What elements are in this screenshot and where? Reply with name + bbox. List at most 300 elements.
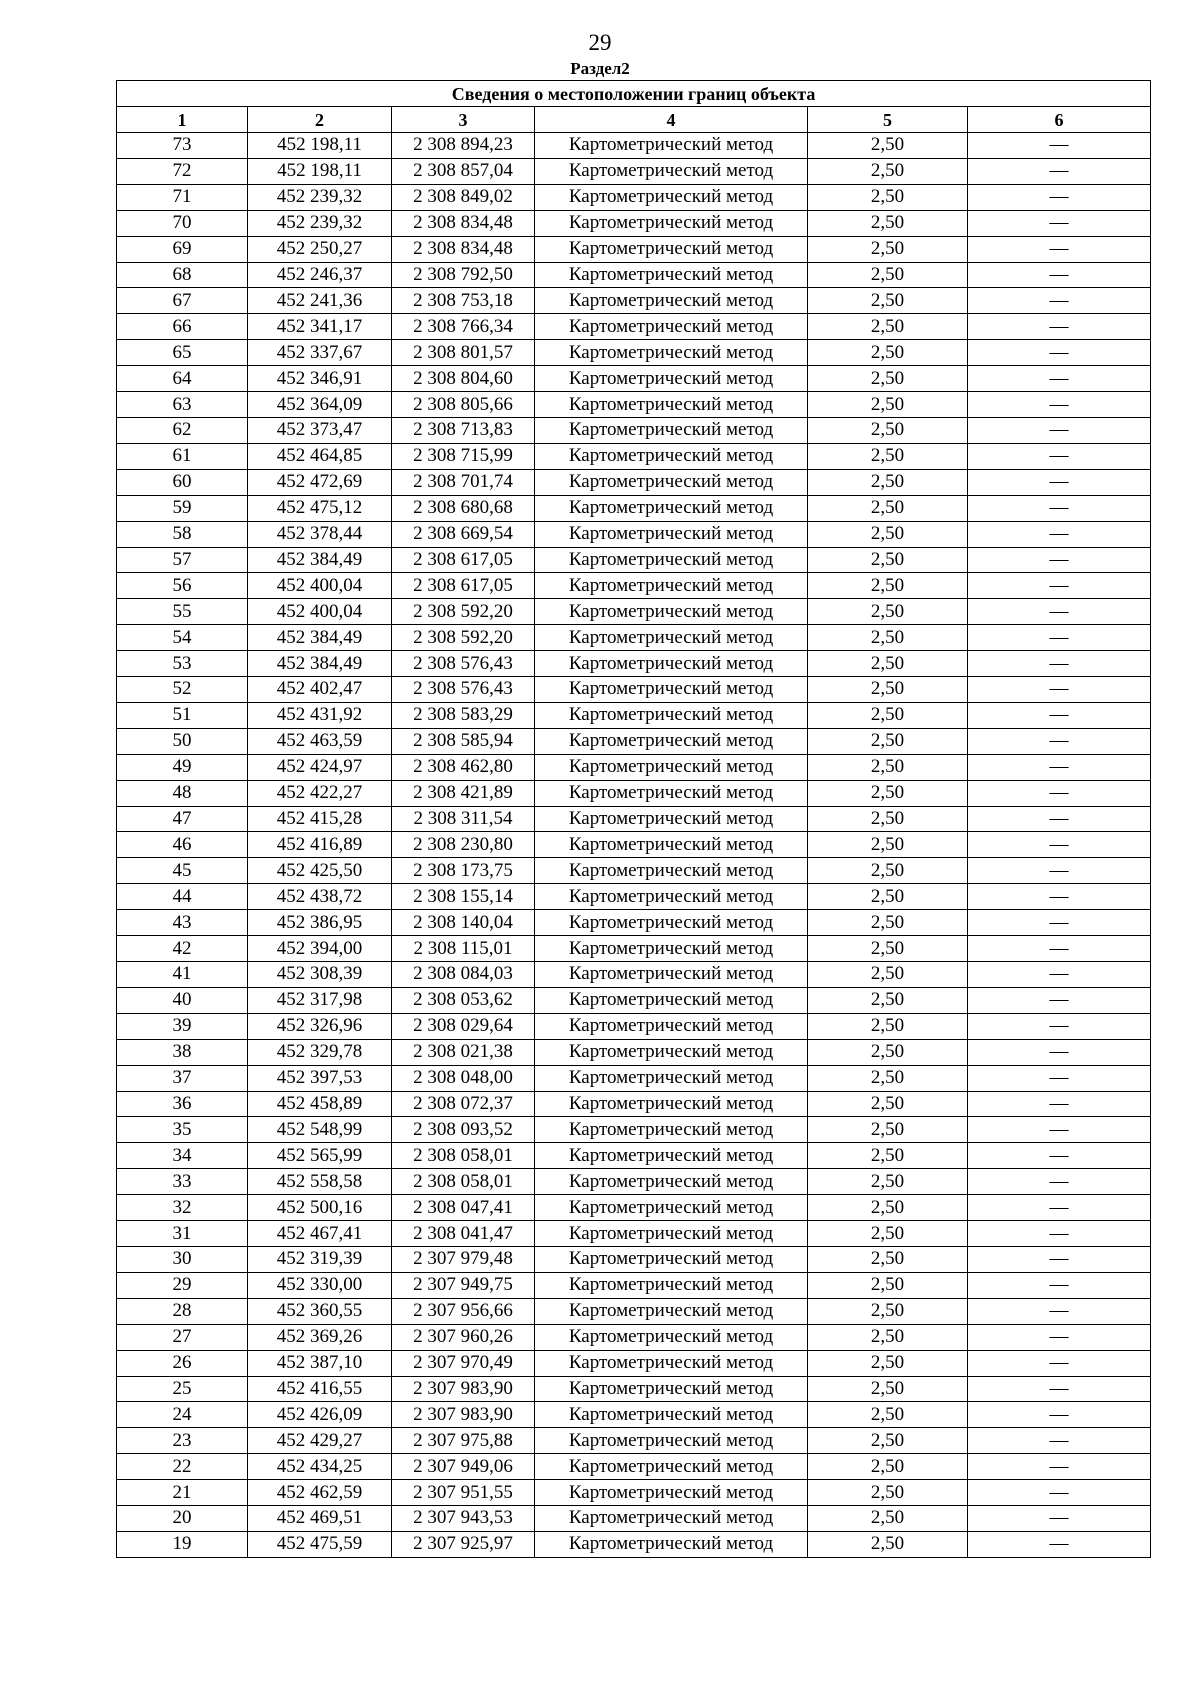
- point-number-cell: 19: [117, 1531, 248, 1557]
- accuracy-cell: 2,50: [808, 910, 968, 936]
- method-cell: Картометрический метод: [535, 962, 808, 988]
- y-coordinate-cell: 2 307 956,66: [392, 1298, 535, 1324]
- method-cell: Картометрический метод: [535, 1117, 808, 1143]
- table-row: [117, 417, 1151, 443]
- note-cell: —: [968, 547, 1151, 573]
- note-cell: —: [968, 728, 1151, 754]
- y-coordinate-cell: 2 308 617,05: [392, 573, 535, 599]
- point-number-cell: 20: [117, 1506, 248, 1532]
- x-coordinate-cell: 452 425,50: [248, 858, 392, 884]
- point-number-cell: 58: [117, 521, 248, 547]
- y-coordinate-cell: 2 307 983,90: [392, 1402, 535, 1428]
- note-cell: —: [968, 599, 1151, 625]
- method-cell: Картометрический метод: [535, 987, 808, 1013]
- method-cell: Картометрический метод: [535, 1350, 808, 1376]
- table-row: [117, 1402, 1151, 1428]
- note-cell: —: [968, 392, 1151, 418]
- point-number-cell: 40: [117, 987, 248, 1013]
- point-number-cell: 39: [117, 1013, 248, 1039]
- table-row: [117, 884, 1151, 910]
- accuracy-cell: 2,50: [808, 392, 968, 418]
- accuracy-cell: 2,50: [808, 754, 968, 780]
- method-cell: Картометрический метод: [535, 340, 808, 366]
- method-cell: Картометрический метод: [535, 858, 808, 884]
- point-number-cell: 70: [117, 210, 248, 236]
- note-cell: —: [968, 677, 1151, 703]
- method-cell: Картометрический метод: [535, 288, 808, 314]
- x-coordinate-cell: 452 308,39: [248, 962, 392, 988]
- accuracy-cell: 2,50: [808, 158, 968, 184]
- x-coordinate-cell: 452 387,10: [248, 1350, 392, 1376]
- table-row: [117, 1221, 1151, 1247]
- table-row: [117, 1376, 1151, 1402]
- y-coordinate-cell: 2 308 834,48: [392, 236, 535, 262]
- accuracy-cell: 2,50: [808, 133, 968, 159]
- x-coordinate-cell: 452 548,99: [248, 1117, 392, 1143]
- accuracy-cell: 2,50: [808, 780, 968, 806]
- method-cell: Картометрический метод: [535, 1454, 808, 1480]
- accuracy-cell: 2,50: [808, 1091, 968, 1117]
- note-cell: —: [968, 1350, 1151, 1376]
- table-row: [117, 521, 1151, 547]
- point-number-cell: 72: [117, 158, 248, 184]
- accuracy-cell: 2,50: [808, 417, 968, 443]
- accuracy-cell: 2,50: [808, 262, 968, 288]
- note-cell: —: [968, 236, 1151, 262]
- method-cell: Картометрический метод: [535, 1065, 808, 1091]
- note-cell: —: [968, 262, 1151, 288]
- point-number-cell: 36: [117, 1091, 248, 1117]
- accuracy-cell: 2,50: [808, 651, 968, 677]
- y-coordinate-cell: 2 308 576,43: [392, 677, 535, 703]
- point-number-cell: 29: [117, 1272, 248, 1298]
- accuracy-cell: 2,50: [808, 1324, 968, 1350]
- y-coordinate-cell: 2 308 115,01: [392, 936, 535, 962]
- table-row: [117, 340, 1151, 366]
- table-row: [117, 651, 1151, 677]
- y-coordinate-cell: 2 307 983,90: [392, 1376, 535, 1402]
- method-cell: Картометрический метод: [535, 1531, 808, 1557]
- x-coordinate-cell: 452 467,41: [248, 1221, 392, 1247]
- method-cell: Картометрический метод: [535, 236, 808, 262]
- x-coordinate-cell: 452 198,11: [248, 133, 392, 159]
- method-cell: Картометрический метод: [535, 728, 808, 754]
- point-number-cell: 71: [117, 184, 248, 210]
- x-coordinate-cell: 452 458,89: [248, 1091, 392, 1117]
- x-coordinate-cell: 452 239,32: [248, 184, 392, 210]
- note-cell: —: [968, 1169, 1151, 1195]
- y-coordinate-cell: 2 308 583,29: [392, 702, 535, 728]
- x-coordinate-cell: 452 373,47: [248, 417, 392, 443]
- y-coordinate-cell: 2 308 311,54: [392, 806, 535, 832]
- table-row: [117, 1195, 1151, 1221]
- table-row: [117, 236, 1151, 262]
- method-cell: Картометрический метод: [535, 521, 808, 547]
- method-cell: Картометрический метод: [535, 1324, 808, 1350]
- table-row: [117, 573, 1151, 599]
- accuracy-cell: 2,50: [808, 1039, 968, 1065]
- method-cell: Картометрический метод: [535, 1246, 808, 1272]
- note-cell: —: [968, 1531, 1151, 1557]
- point-number-cell: 41: [117, 962, 248, 988]
- table-row: [117, 210, 1151, 236]
- y-coordinate-cell: 2 308 047,41: [392, 1195, 535, 1221]
- x-coordinate-cell: 452 337,67: [248, 340, 392, 366]
- note-cell: —: [968, 1376, 1151, 1402]
- method-cell: Картометрический метод: [535, 1143, 808, 1169]
- note-cell: —: [968, 910, 1151, 936]
- accuracy-cell: 2,50: [808, 1428, 968, 1454]
- y-coordinate-cell: 2 308 585,94: [392, 728, 535, 754]
- x-coordinate-cell: 452 384,49: [248, 547, 392, 573]
- note-cell: —: [968, 1039, 1151, 1065]
- x-coordinate-cell: 452 317,98: [248, 987, 392, 1013]
- note-cell: —: [968, 1195, 1151, 1221]
- table-row: [117, 1013, 1151, 1039]
- method-cell: Картометрический метод: [535, 1169, 808, 1195]
- point-number-cell: 69: [117, 236, 248, 262]
- note-cell: —: [968, 1454, 1151, 1480]
- table-row: [117, 1246, 1151, 1272]
- point-number-cell: 54: [117, 625, 248, 651]
- x-coordinate-cell: 452 239,32: [248, 210, 392, 236]
- table-row: [117, 443, 1151, 469]
- note-cell: —: [968, 366, 1151, 392]
- y-coordinate-cell: 2 308 849,02: [392, 184, 535, 210]
- y-coordinate-cell: 2 307 979,48: [392, 1246, 535, 1272]
- note-cell: —: [968, 184, 1151, 210]
- note-cell: —: [968, 495, 1151, 521]
- x-coordinate-cell: 452 434,25: [248, 1454, 392, 1480]
- note-cell: —: [968, 573, 1151, 599]
- accuracy-cell: 2,50: [808, 184, 968, 210]
- y-coordinate-cell: 2 308 072,37: [392, 1091, 535, 1117]
- point-number-cell: 51: [117, 702, 248, 728]
- table-row: [117, 262, 1151, 288]
- accuracy-cell: 2,50: [808, 728, 968, 754]
- y-coordinate-cell: 2 307 960,26: [392, 1324, 535, 1350]
- x-coordinate-cell: 452 464,85: [248, 443, 392, 469]
- x-coordinate-cell: 452 463,59: [248, 728, 392, 754]
- x-coordinate-cell: 452 250,27: [248, 236, 392, 262]
- accuracy-cell: 2,50: [808, 1013, 968, 1039]
- point-number-cell: 42: [117, 936, 248, 962]
- column-number: 5: [808, 107, 968, 133]
- accuracy-cell: 2,50: [808, 936, 968, 962]
- method-cell: Картометрический метод: [535, 469, 808, 495]
- x-coordinate-cell: 452 431,92: [248, 702, 392, 728]
- method-cell: Картометрический метод: [535, 158, 808, 184]
- note-cell: —: [968, 521, 1151, 547]
- x-coordinate-cell: 452 198,11: [248, 158, 392, 184]
- y-coordinate-cell: 2 308 753,18: [392, 288, 535, 314]
- y-coordinate-cell: 2 308 766,34: [392, 314, 535, 340]
- table-row: [117, 1324, 1151, 1350]
- point-number-cell: 28: [117, 1298, 248, 1324]
- page-number: 29: [588, 30, 612, 55]
- column-number: 1: [117, 107, 248, 133]
- method-cell: Картометрический метод: [535, 1506, 808, 1532]
- table-row: [117, 910, 1151, 936]
- table-row: [117, 858, 1151, 884]
- note-cell: —: [968, 754, 1151, 780]
- y-coordinate-cell: 2 308 805,66: [392, 392, 535, 418]
- point-number-cell: 21: [117, 1480, 248, 1506]
- point-number-cell: 48: [117, 780, 248, 806]
- method-cell: Картометрический метод: [535, 1039, 808, 1065]
- point-number-cell: 47: [117, 806, 248, 832]
- method-cell: Картометрический метод: [535, 1013, 808, 1039]
- y-coordinate-cell: 2 308 669,54: [392, 521, 535, 547]
- accuracy-cell: 2,50: [808, 236, 968, 262]
- point-number-cell: 53: [117, 651, 248, 677]
- table-row: [117, 547, 1151, 573]
- table-row: [117, 495, 1151, 521]
- x-coordinate-cell: 452 426,09: [248, 1402, 392, 1428]
- accuracy-cell: 2,50: [808, 1143, 968, 1169]
- y-coordinate-cell: 2 308 230,80: [392, 832, 535, 858]
- table-row: [117, 133, 1151, 159]
- point-number-cell: 61: [117, 443, 248, 469]
- table-row: [117, 1039, 1151, 1065]
- table-row: [117, 1169, 1151, 1195]
- note-cell: —: [968, 340, 1151, 366]
- accuracy-cell: 2,50: [808, 1350, 968, 1376]
- accuracy-cell: 2,50: [808, 314, 968, 340]
- accuracy-cell: 2,50: [808, 677, 968, 703]
- point-number-cell: 67: [117, 288, 248, 314]
- y-coordinate-cell: 2 307 951,55: [392, 1480, 535, 1506]
- method-cell: Картометрический метод: [535, 547, 808, 573]
- table-row: [117, 987, 1151, 1013]
- method-cell: Картометрический метод: [535, 495, 808, 521]
- y-coordinate-cell: 2 308 462,80: [392, 754, 535, 780]
- method-cell: Картометрический метод: [535, 1428, 808, 1454]
- point-number-cell: 31: [117, 1221, 248, 1247]
- method-cell: Картометрический метод: [535, 702, 808, 728]
- note-cell: —: [968, 832, 1151, 858]
- y-coordinate-cell: 2 307 943,53: [392, 1506, 535, 1532]
- method-cell: Картометрический метод: [535, 133, 808, 159]
- note-cell: —: [968, 1143, 1151, 1169]
- y-coordinate-cell: 2 308 857,04: [392, 158, 535, 184]
- point-number-cell: 65: [117, 340, 248, 366]
- boundary-coordinates-table: [116, 80, 1151, 1558]
- y-coordinate-cell: 2 308 834,48: [392, 210, 535, 236]
- note-cell: —: [968, 702, 1151, 728]
- x-coordinate-cell: 452 378,44: [248, 521, 392, 547]
- x-coordinate-cell: 452 330,00: [248, 1272, 392, 1298]
- method-cell: Картометрический метод: [535, 1221, 808, 1247]
- accuracy-cell: 2,50: [808, 288, 968, 314]
- point-number-cell: 37: [117, 1065, 248, 1091]
- y-coordinate-cell: 2 308 041,47: [392, 1221, 535, 1247]
- x-coordinate-cell: 452 364,09: [248, 392, 392, 418]
- x-coordinate-cell: 452 341,17: [248, 314, 392, 340]
- x-coordinate-cell: 452 384,49: [248, 625, 392, 651]
- y-coordinate-cell: 2 307 949,75: [392, 1272, 535, 1298]
- table-row: [117, 1298, 1151, 1324]
- accuracy-cell: 2,50: [808, 495, 968, 521]
- accuracy-cell: 2,50: [808, 1506, 968, 1532]
- y-coordinate-cell: 2 308 421,89: [392, 780, 535, 806]
- point-number-cell: 56: [117, 573, 248, 599]
- method-cell: Картометрический метод: [535, 1298, 808, 1324]
- table-row: [117, 702, 1151, 728]
- accuracy-cell: 2,50: [808, 366, 968, 392]
- note-cell: —: [968, 443, 1151, 469]
- accuracy-cell: 2,50: [808, 340, 968, 366]
- x-coordinate-cell: 452 329,78: [248, 1039, 392, 1065]
- table-row: [117, 1065, 1151, 1091]
- method-cell: Картометрический метод: [535, 184, 808, 210]
- y-coordinate-cell: 2 308 713,83: [392, 417, 535, 443]
- y-coordinate-cell: 2 308 173,75: [392, 858, 535, 884]
- method-cell: Картометрический метод: [535, 625, 808, 651]
- x-coordinate-cell: 452 416,55: [248, 1376, 392, 1402]
- accuracy-cell: 2,50: [808, 832, 968, 858]
- accuracy-cell: 2,50: [808, 1065, 968, 1091]
- table-row: [117, 158, 1151, 184]
- accuracy-cell: 2,50: [808, 547, 968, 573]
- note-cell: —: [968, 1272, 1151, 1298]
- point-number-cell: 44: [117, 884, 248, 910]
- point-number-cell: 46: [117, 832, 248, 858]
- table-row: [117, 1428, 1151, 1454]
- x-coordinate-cell: 452 429,27: [248, 1428, 392, 1454]
- method-cell: Картометрический метод: [535, 884, 808, 910]
- y-coordinate-cell: 2 308 084,03: [392, 962, 535, 988]
- x-coordinate-cell: 452 402,47: [248, 677, 392, 703]
- note-cell: —: [968, 1246, 1151, 1272]
- point-number-cell: 24: [117, 1402, 248, 1428]
- x-coordinate-cell: 452 438,72: [248, 884, 392, 910]
- point-number-cell: 22: [117, 1454, 248, 1480]
- accuracy-cell: 2,50: [808, 1169, 968, 1195]
- x-coordinate-cell: 452 422,27: [248, 780, 392, 806]
- note-cell: —: [968, 417, 1151, 443]
- accuracy-cell: 2,50: [808, 962, 968, 988]
- note-cell: —: [968, 1428, 1151, 1454]
- accuracy-cell: 2,50: [808, 884, 968, 910]
- note-cell: —: [968, 314, 1151, 340]
- accuracy-cell: 2,50: [808, 806, 968, 832]
- table-body: [117, 133, 1151, 1558]
- point-number-cell: 33: [117, 1169, 248, 1195]
- table-row: [117, 314, 1151, 340]
- x-coordinate-cell: 452 326,96: [248, 1013, 392, 1039]
- table-row: [117, 1143, 1151, 1169]
- y-coordinate-cell: 2 308 093,52: [392, 1117, 535, 1143]
- column-number: 4: [535, 107, 808, 133]
- method-cell: Картометрический метод: [535, 1480, 808, 1506]
- accuracy-cell: 2,50: [808, 1117, 968, 1143]
- point-number-cell: 34: [117, 1143, 248, 1169]
- note-cell: —: [968, 625, 1151, 651]
- x-coordinate-cell: 452 475,59: [248, 1531, 392, 1557]
- table-row: [117, 677, 1151, 703]
- note-cell: —: [968, 1298, 1151, 1324]
- method-cell: Картометрический метод: [535, 599, 808, 625]
- note-cell: —: [968, 1091, 1151, 1117]
- note-cell: —: [968, 158, 1151, 184]
- table-row: [117, 366, 1151, 392]
- x-coordinate-cell: 452 397,53: [248, 1065, 392, 1091]
- method-cell: Картометрический метод: [535, 1272, 808, 1298]
- table-row: [117, 625, 1151, 651]
- accuracy-cell: 2,50: [808, 1298, 968, 1324]
- note-cell: —: [968, 987, 1151, 1013]
- x-coordinate-cell: 452 360,55: [248, 1298, 392, 1324]
- table-row: [117, 184, 1151, 210]
- y-coordinate-cell: 2 307 975,88: [392, 1428, 535, 1454]
- table-row: [117, 806, 1151, 832]
- accuracy-cell: 2,50: [808, 1246, 968, 1272]
- y-coordinate-cell: 2 308 801,57: [392, 340, 535, 366]
- table-row: [117, 1272, 1151, 1298]
- point-number-cell: 23: [117, 1428, 248, 1454]
- point-number-cell: 57: [117, 547, 248, 573]
- table-row: [117, 1454, 1151, 1480]
- method-cell: Картометрический метод: [535, 210, 808, 236]
- x-coordinate-cell: 452 400,04: [248, 599, 392, 625]
- note-cell: —: [968, 962, 1151, 988]
- y-coordinate-cell: 2 308 053,62: [392, 987, 535, 1013]
- note-cell: —: [968, 1065, 1151, 1091]
- table-row: [117, 780, 1151, 806]
- y-coordinate-cell: 2 308 592,20: [392, 625, 535, 651]
- table-row: [117, 728, 1151, 754]
- note-cell: —: [968, 1506, 1151, 1532]
- y-coordinate-cell: 2 308 680,68: [392, 495, 535, 521]
- point-number-cell: 30: [117, 1246, 248, 1272]
- method-cell: Картометрический метод: [535, 806, 808, 832]
- table-row: [117, 962, 1151, 988]
- accuracy-cell: 2,50: [808, 1272, 968, 1298]
- note-cell: —: [968, 1402, 1151, 1428]
- point-number-cell: 59: [117, 495, 248, 521]
- table-row: [117, 754, 1151, 780]
- x-coordinate-cell: 452 319,39: [248, 1246, 392, 1272]
- y-coordinate-cell: 2 308 029,64: [392, 1013, 535, 1039]
- point-number-cell: 35: [117, 1117, 248, 1143]
- y-coordinate-cell: 2 307 925,97: [392, 1531, 535, 1557]
- note-cell: —: [968, 1013, 1151, 1039]
- method-cell: Картометрический метод: [535, 262, 808, 288]
- accuracy-cell: 2,50: [808, 987, 968, 1013]
- method-cell: Картометрический метод: [535, 366, 808, 392]
- point-number-cell: 55: [117, 599, 248, 625]
- method-cell: Картометрический метод: [535, 1091, 808, 1117]
- y-coordinate-cell: 2 308 058,01: [392, 1143, 535, 1169]
- table-row: [117, 1480, 1151, 1506]
- x-coordinate-cell: 452 415,28: [248, 806, 392, 832]
- accuracy-cell: 2,50: [808, 210, 968, 236]
- point-number-cell: 38: [117, 1039, 248, 1065]
- point-number-cell: 26: [117, 1350, 248, 1376]
- table-row: [117, 1506, 1151, 1532]
- point-number-cell: 63: [117, 392, 248, 418]
- note-cell: —: [968, 210, 1151, 236]
- note-cell: —: [968, 651, 1151, 677]
- x-coordinate-cell: 452 246,37: [248, 262, 392, 288]
- table-row: [117, 1091, 1151, 1117]
- point-number-cell: 60: [117, 469, 248, 495]
- method-cell: Картометрический метод: [535, 1376, 808, 1402]
- table-row: [117, 1117, 1151, 1143]
- accuracy-cell: 2,50: [808, 1195, 968, 1221]
- y-coordinate-cell: 2 308 792,50: [392, 262, 535, 288]
